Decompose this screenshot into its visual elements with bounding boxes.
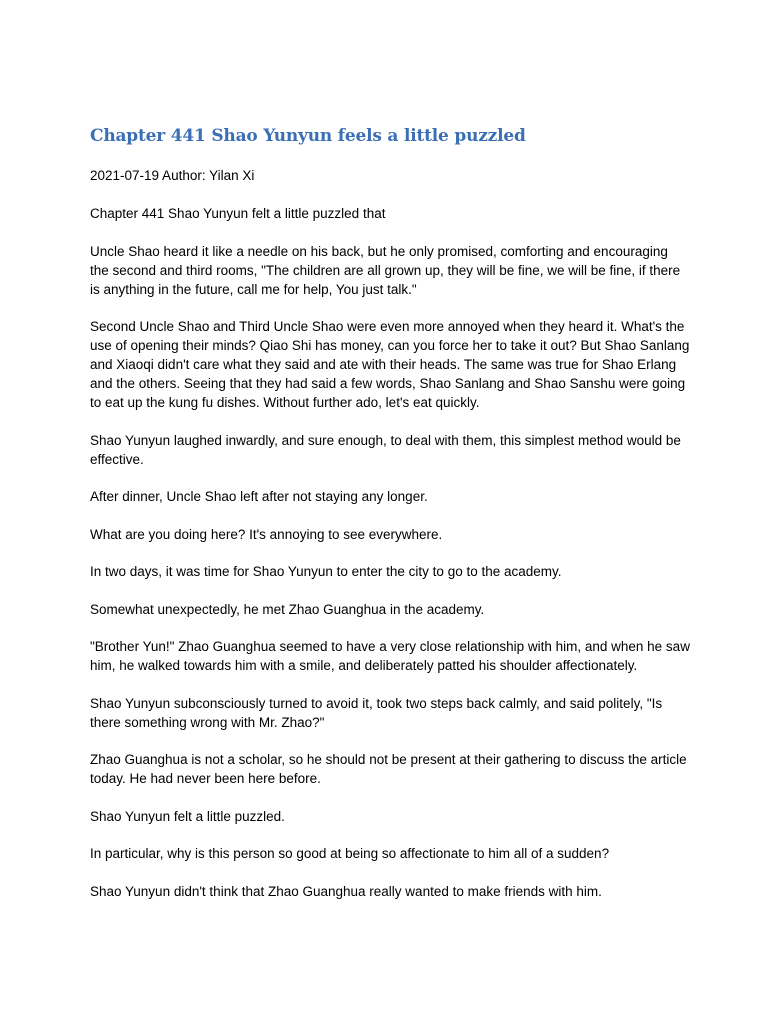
paragraph: Shao Yunyun subconsciously turned to avoid it, took two steps back calmly, and said politely, "Is there something wrong with Mr. Zhao?" <box>90 695 663 730</box>
paragraph: Uncle Shao heard it like a needle on his back, but he only promised, comforting and encouraging the second and third rooms, "The children are all grown up, they will be fine, we will be fine, if there is anything in the future, call me for help, You just talk." <box>90 243 681 297</box>
paragraph: What are you doing here? It's annoying to see everywhere. <box>90 526 443 542</box>
paragraph: Chapter 441 Shao Yunyun felt a little puzzled that <box>90 206 386 221</box>
paragraph: "Brother Yun!" Zhao Guanghua seemed to have a very close relationship with him, and when he saw him, he walked towards him with a smile, and deliberately patted his shoulder affectionately. <box>90 639 690 673</box>
paragraph: Shao Yunyun didn't think that Zhao Guanghua really wanted to make friends with him. <box>90 883 602 899</box>
chapter-title: Chapter 441 Shao Yunyun feels a little puzzled <box>90 126 526 146</box>
paragraph: After dinner, Uncle Shao left after not staying any longer. <box>90 489 428 504</box>
paragraph: Shao Yunyun laughed inwardly, and sure enough, to deal with them, this simplest method would be effective. <box>90 432 681 467</box>
document-content <box>90 120 690 919</box>
paragraph: Zhao Guanghua is not a scholar, so he should not be present at their gathering to discuss the article today. He had never been here before. <box>90 752 687 786</box>
paragraph: Somewhat unexpectedly, he met Zhao Guanghua in the academy. <box>90 601 485 617</box>
paragraph: Shao Yunyun felt a little puzzled. <box>90 808 285 824</box>
publish-meta: 2021-07-19 Author: Yilan Xi <box>90 168 255 183</box>
paragraph: In particular, why is this person so good at being so affectionate to him all of a sudden? <box>90 846 610 861</box>
paragraph: Second Uncle Shao and Third Uncle Shao were even more annoyed when they heard it. What's the use of opening their minds? Qiao Shi has money, can you force her to take it out? But Shao Sanlang and Xiaoqi didn't care what they said and ate with their heads. The same was true for Shao Erlang and the others. Seeing that they had said a few words, Shao Sanlang and Shao Sanshu were going to eat up the kung fu dishes. Without further ado, let's eat quickly. <box>90 319 690 410</box>
paragraph: In two days, it was time for Shao Yunyun to enter the city to go to the academy. <box>90 564 562 579</box>
